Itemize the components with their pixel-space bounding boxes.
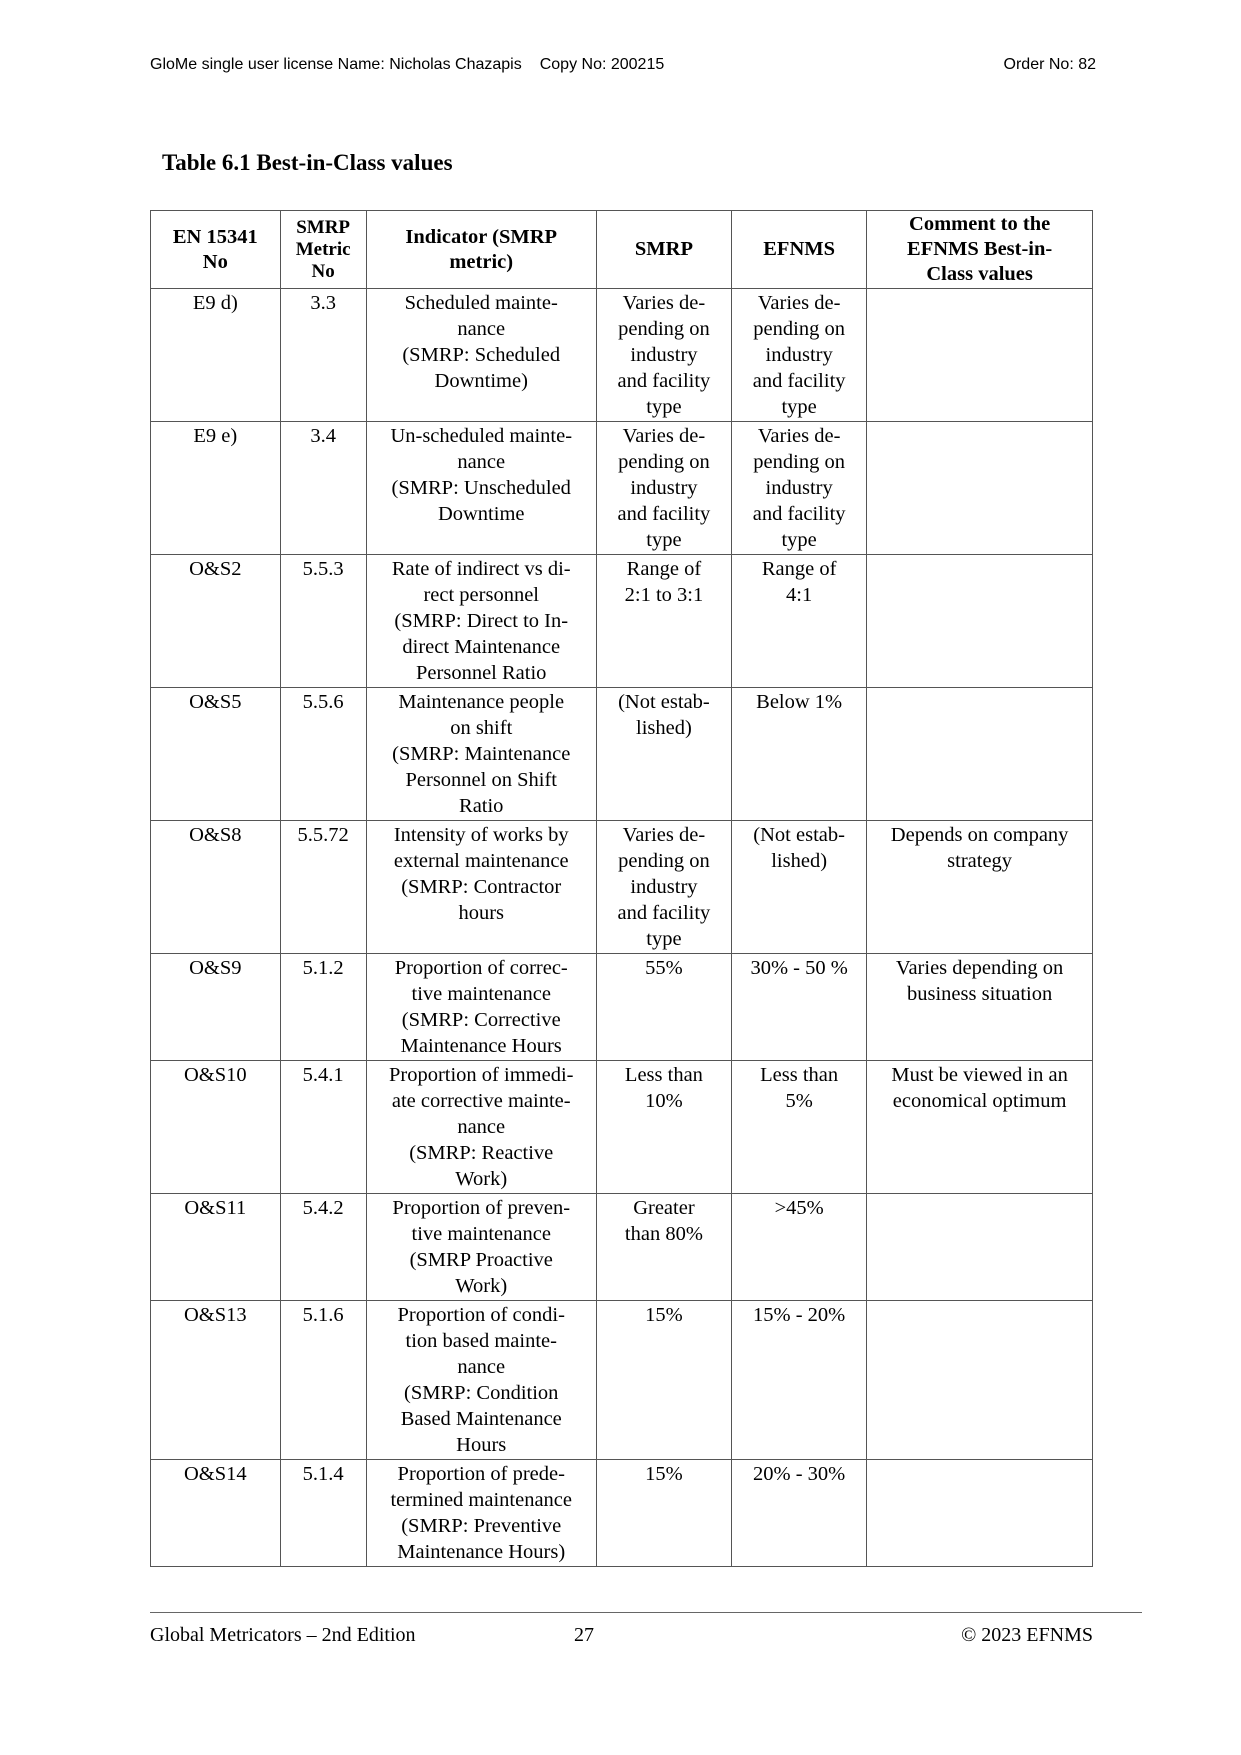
cell-text: Less than xyxy=(760,1064,839,1086)
cell-text: type xyxy=(781,396,817,418)
cell-text: Hours xyxy=(456,1434,507,1456)
en15341-cell xyxy=(151,289,281,422)
cell-text: than 80% xyxy=(624,1223,703,1245)
en15341-cell xyxy=(151,1460,281,1567)
cell-text: 30% - 50 % xyxy=(750,957,848,979)
cell-text: O&S13 xyxy=(183,1304,247,1326)
indicator-cell xyxy=(366,954,596,1061)
cell-text: hours xyxy=(458,902,505,924)
cell-text: O&S10 xyxy=(183,1064,247,1086)
table-row xyxy=(151,1061,1093,1194)
cell-text: on shift xyxy=(450,717,513,739)
cell-text: Proportion of immedi- xyxy=(388,1064,574,1086)
cell-text: Downtime) xyxy=(434,370,528,392)
cell-text: 5.1.6 xyxy=(302,1304,344,1326)
cell-text: 15% xyxy=(645,1304,683,1326)
efnms-value-cell xyxy=(732,1194,867,1301)
cell-text: (SMRP: Condition xyxy=(404,1382,559,1404)
smrp-metric-cell xyxy=(280,555,366,688)
cell-text: (SMRP: Unscheduled xyxy=(391,477,571,499)
cell-text: O&S5 xyxy=(189,691,242,713)
en15341-cell xyxy=(151,555,281,688)
cell-text: Based Maintenance xyxy=(400,1408,562,1430)
cell-text: Greater xyxy=(633,1197,695,1219)
indicator-cell xyxy=(366,821,596,954)
cell-text: Work) xyxy=(455,1168,508,1190)
smrp-metric-cell xyxy=(280,1194,366,1301)
indicator-cell xyxy=(366,555,596,688)
cell-text: 5.5.72 xyxy=(297,824,349,846)
cell-text: Proportion of preven- xyxy=(392,1197,571,1219)
smrp-metric-cell xyxy=(280,1460,366,1567)
indicator-cell xyxy=(366,1460,596,1567)
comment-cell xyxy=(867,289,1093,422)
cell-text: 5.5.6 xyxy=(302,691,344,713)
table-body xyxy=(151,289,1093,1567)
cell-text: pending on xyxy=(753,318,845,340)
cell-text: type xyxy=(781,529,817,551)
cell-text: nance xyxy=(457,1116,506,1138)
cell-text: industry xyxy=(630,344,698,366)
cell-text: and facility xyxy=(617,503,711,525)
cell-text: type xyxy=(646,928,682,950)
comment-cell xyxy=(867,1061,1093,1194)
smrp-value-cell xyxy=(596,555,731,688)
cell-text: economical optimum xyxy=(892,1090,1067,1112)
cell-text: Varies de- xyxy=(757,292,841,314)
cell-text: Personnel on Shift xyxy=(405,769,557,791)
cell-text: industry xyxy=(630,477,698,499)
col-header-efnms: EFNMS xyxy=(732,211,867,289)
smrp-metric-cell xyxy=(280,1301,366,1460)
indicator-cell xyxy=(366,688,596,821)
cell-text: (Not estab- xyxy=(753,824,845,846)
cell-text: Personnel Ratio xyxy=(416,662,547,684)
cell-text: (SMRP: Direct to In- xyxy=(394,610,569,632)
col-header-comment: Comment to the EFNMS Best-in- Class values xyxy=(867,211,1093,289)
cell-text: strategy xyxy=(947,850,1013,872)
copy-number: Copy No: 200215 xyxy=(539,56,665,73)
efnms-value-cell xyxy=(732,688,867,821)
best-in-class-table xyxy=(150,210,1093,1567)
cell-text: 3.4 xyxy=(310,425,336,447)
table-row xyxy=(151,1194,1093,1301)
efnms-value-cell xyxy=(732,821,867,954)
col-header-en15341: EN 15341 No xyxy=(151,211,281,289)
cell-text: and facility xyxy=(752,503,846,525)
cell-text: (SMRP: Contractor xyxy=(401,876,562,898)
cell-text: Maintenance Hours xyxy=(400,1035,562,1057)
smrp-value-cell xyxy=(596,1194,731,1301)
smrp-value-cell xyxy=(596,422,731,555)
indicator-cell xyxy=(366,1301,596,1460)
en15341-cell xyxy=(151,688,281,821)
col-header-smrp-metric: SMRP Metric No xyxy=(280,211,366,289)
efnms-value-cell xyxy=(732,1061,867,1194)
en15341-cell xyxy=(151,954,281,1061)
smrp-metric-cell xyxy=(280,954,366,1061)
comment-cell xyxy=(867,954,1093,1061)
cell-text: Varies de- xyxy=(622,292,706,314)
cell-text: 5.4.2 xyxy=(302,1197,344,1219)
cell-text: Proportion of correc- xyxy=(394,957,568,979)
cell-text: Intensity of works by xyxy=(393,824,569,846)
smrp-metric-cell xyxy=(280,821,366,954)
comment-cell xyxy=(867,422,1093,555)
page-number: 27 xyxy=(574,1624,594,1646)
cell-text: type xyxy=(646,529,682,551)
en15341-cell xyxy=(151,1061,281,1194)
comment-cell xyxy=(867,821,1093,954)
cell-text: O&S2 xyxy=(189,558,242,580)
license-info xyxy=(150,56,664,74)
cell-text: O&S14 xyxy=(183,1463,247,1485)
cell-text: pending on xyxy=(618,451,710,473)
cell-text: (SMRP: Preventive xyxy=(401,1515,562,1537)
table-row xyxy=(151,688,1093,821)
cell-text: Work) xyxy=(455,1275,508,1297)
cell-text: industry xyxy=(765,477,833,499)
cell-text: and facility xyxy=(617,370,711,392)
cell-text: 3.3 xyxy=(310,292,336,314)
efnms-value-cell xyxy=(732,954,867,1061)
smrp-metric-cell xyxy=(280,289,366,422)
cell-text: Downtime xyxy=(437,503,525,525)
table-row xyxy=(151,821,1093,954)
cell-text: (SMRP: Corrective xyxy=(401,1009,561,1031)
cell-text: E9 d) xyxy=(192,292,238,314)
comment-cell xyxy=(867,1194,1093,1301)
table-header-row xyxy=(151,211,1093,289)
cell-text: Proportion of prede- xyxy=(397,1463,565,1485)
cell-text: Varies depending on xyxy=(895,957,1064,979)
cell-text: 5.1.4 xyxy=(302,1463,344,1485)
footer-title: Global Metricators – 2nd Edition xyxy=(150,1624,416,1646)
cell-text: Must be viewed in an xyxy=(891,1064,1068,1086)
smrp-value-cell xyxy=(596,289,731,422)
cell-text: pending on xyxy=(753,451,845,473)
cell-text: nance xyxy=(457,1356,506,1378)
table-row xyxy=(151,1301,1093,1460)
smrp-metric-cell xyxy=(280,422,366,555)
en15341-cell xyxy=(151,821,281,954)
cell-text: tive maintenance xyxy=(411,983,551,1005)
cell-text: 5.1.2 xyxy=(302,957,344,979)
cell-text: (Not estab- xyxy=(618,691,710,713)
cell-text: (SMRP: Reactive xyxy=(409,1142,554,1164)
efnms-value-cell xyxy=(732,289,867,422)
cell-text: industry xyxy=(630,876,698,898)
cell-text: E9 e) xyxy=(193,425,238,447)
cell-text: Un-scheduled mainte- xyxy=(390,425,573,447)
cell-text: pending on xyxy=(618,318,710,340)
cell-text: ate corrective mainte- xyxy=(391,1090,571,1112)
cell-text: Varies de- xyxy=(757,425,841,447)
comment-cell xyxy=(867,688,1093,821)
en15341-cell xyxy=(151,422,281,555)
cell-text: 5.4.1 xyxy=(302,1064,344,1086)
comment-cell xyxy=(867,555,1093,688)
efnms-value-cell xyxy=(732,422,867,555)
efnms-value-cell xyxy=(732,1460,867,1567)
cell-text: 55% xyxy=(645,957,683,979)
cell-text: type xyxy=(646,396,682,418)
cell-text: and facility xyxy=(617,902,711,924)
cell-text: nance xyxy=(457,451,506,473)
table-row xyxy=(151,289,1093,422)
cell-text: Maintenance Hours) xyxy=(397,1541,566,1563)
cell-text: tive maintenance xyxy=(411,1223,551,1245)
indicator-cell xyxy=(366,1061,596,1194)
comment-cell xyxy=(867,1460,1093,1567)
cell-text: Scheduled mainte- xyxy=(404,292,558,314)
cell-text: (SMRP: Maintenance xyxy=(392,743,571,765)
cell-text: tion based mainte- xyxy=(405,1330,557,1352)
cell-text: 15% - 20% xyxy=(753,1304,846,1326)
cell-text: and facility xyxy=(752,370,846,392)
cell-text: Varies de- xyxy=(622,824,706,846)
indicator-cell xyxy=(366,289,596,422)
cell-text: pending on xyxy=(618,850,710,872)
cell-text: O&S8 xyxy=(189,824,242,846)
smrp-value-cell xyxy=(596,1301,731,1460)
cell-text: termined maintenance xyxy=(390,1489,573,1511)
cell-text: 15% xyxy=(645,1463,683,1485)
cell-text: 5% xyxy=(785,1090,813,1112)
efnms-value-cell xyxy=(732,1301,867,1460)
cell-text: (SMRP: Scheduled xyxy=(402,344,561,366)
col-header-indicator: Indicator (SMRP metric) xyxy=(366,211,596,289)
cell-text: Ratio xyxy=(459,795,504,817)
cell-text: (SMRP Proactive xyxy=(409,1249,553,1271)
table-row xyxy=(151,422,1093,555)
cell-text: 10% xyxy=(645,1090,683,1112)
cell-text: direct Maintenance xyxy=(402,636,561,658)
cell-text: Proportion of condi- xyxy=(397,1304,565,1326)
license-name: GloMe single user license Name: Nicholas Chazapis xyxy=(150,56,522,73)
cell-text: external maintenance xyxy=(393,850,569,872)
cell-text: O&S11 xyxy=(184,1197,247,1219)
cell-text: Range of xyxy=(626,558,702,580)
en15341-cell xyxy=(151,1301,281,1460)
cell-text: >45% xyxy=(774,1197,824,1219)
table-row xyxy=(151,555,1093,688)
table-row xyxy=(151,1460,1093,1567)
cell-text: O&S9 xyxy=(189,957,242,979)
cell-text: Varies de- xyxy=(622,425,706,447)
cell-text: Rate of indirect vs di- xyxy=(391,558,571,580)
cell-text: lished) xyxy=(636,717,692,739)
cell-text: 4:1 xyxy=(786,584,813,606)
cell-text: Less than xyxy=(624,1064,703,1086)
table-row xyxy=(151,954,1093,1061)
cell-text: nance xyxy=(457,318,506,340)
cell-text: Depends on company xyxy=(890,824,1069,846)
smrp-metric-cell xyxy=(280,1061,366,1194)
order-number: Order No: 82 xyxy=(1003,56,1096,73)
cell-text: lished) xyxy=(771,850,828,872)
cell-text: Range of xyxy=(761,558,837,580)
smrp-value-cell xyxy=(596,954,731,1061)
indicator-cell xyxy=(366,422,596,555)
smrp-value-cell xyxy=(596,821,731,954)
cell-text: 2:1 to 3:1 xyxy=(624,584,704,606)
en15341-cell xyxy=(151,1194,281,1301)
smrp-value-cell xyxy=(596,688,731,821)
smrp-metric-cell xyxy=(280,688,366,821)
cell-text: rect personnel xyxy=(423,584,539,606)
col-header-smrp: SMRP xyxy=(596,211,731,289)
indicator-cell xyxy=(366,1194,596,1301)
cell-text: Below 1% xyxy=(756,691,843,713)
footer-divider xyxy=(150,1612,1142,1613)
cell-text: 5.5.3 xyxy=(302,558,344,580)
comment-cell xyxy=(867,1301,1093,1460)
footer-copyright: © 2023 EFNMS xyxy=(961,1624,1093,1646)
cell-text: 20% - 30% xyxy=(753,1463,846,1485)
cell-text: business situation xyxy=(907,983,1053,1005)
cell-text: industry xyxy=(765,344,833,366)
table-title: Table 6.1 Best-in-Class values xyxy=(162,150,453,175)
efnms-value-cell xyxy=(732,555,867,688)
cell-text: Maintenance people xyxy=(398,691,565,713)
smrp-value-cell xyxy=(596,1061,731,1194)
smrp-value-cell xyxy=(596,1460,731,1567)
